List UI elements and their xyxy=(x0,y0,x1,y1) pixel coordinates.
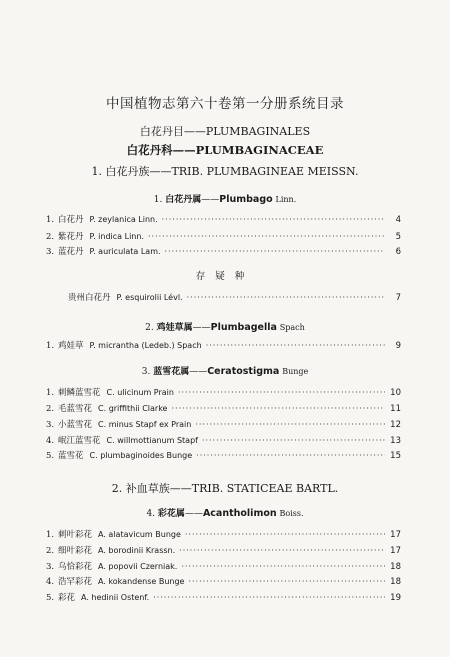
tribe-heading-1: 1. 白花丹族——TRIB. PLUMBAGINEAE MEISSN. xyxy=(91,165,359,178)
list-item: 1. 鸡娃草 P. micrantha (Ledeb.) Spach ····· 9 xyxy=(46,339,401,353)
list-item: 贵州白花丹 P. esquirolii Lévl. ····· 7 xyxy=(56,291,401,305)
doubtful-species-heading: 存疑种 xyxy=(195,271,255,282)
list-item: 1. 白花丹 P. zeylanica Linn. ····· 4 xyxy=(46,213,401,227)
tribe-heading-2: 2. 补血草族——TRIB. STATICEAE BARTL. xyxy=(111,482,339,495)
genus-heading-plumbago: 1. 白花丹属——Plumbago Linn. xyxy=(153,194,297,205)
list-item: 4. 岷江蓝雪花 C. willmottianum Stapf ····· 13 xyxy=(46,434,401,448)
list-item: 3. 小蓝雪花 C. minus Stapf ex Prain ····· 12 xyxy=(46,418,401,432)
list-item: 1. 刺叶彩花 A. alatavicum Bunge ····· 17 xyxy=(46,528,401,542)
list-item: 1. 刺鳞蓝雪花 C. ulicinum Prain ····· 10 xyxy=(46,386,401,400)
family-heading: 白花丹科——PLUMBAGINACEAE xyxy=(126,143,324,157)
page-title: 中国植物志第六十卷第一分册系统目录 xyxy=(106,96,344,112)
genus-heading-plumbagella: 2. 鸡娃草属——Plumbagella Spach xyxy=(145,322,305,333)
list-item: 5. 蓝雪花 C. plumbaginoides Bunge ····· 15 xyxy=(46,449,401,463)
list-item: 3. 乌恰彩花 A. popovii Czerniak. ····· 18 xyxy=(46,560,401,574)
order-heading: 白花丹目——PLUMBAGINALES xyxy=(139,125,311,138)
genus-heading-acantholimon: 4. 彩花属——Acantholimon Boiss. xyxy=(146,508,304,519)
list-item: 4. 浩罕彩花 A. kokandense Bunge ····· 18 xyxy=(46,575,401,589)
list-item: 5. 彩花 A. hedinii Ostenf. ····· 19 xyxy=(46,591,401,605)
list-item: 2. 毛蓝雪花 C. griffithii Clarke ····· 11 xyxy=(46,402,401,416)
list-item: 2. 紫花丹 P. indica Linn. ····· 5 xyxy=(46,230,401,244)
list-item: 2. 细叶彩花 A. borodinii Krassn. ····· 17 xyxy=(46,544,401,558)
genus-heading-ceratostigma: 3. 蓝雪花属——Ceratostigma Bunge xyxy=(141,366,309,377)
list-item: 3. 蓝花丹 P. auriculata Lam. ····· 6 xyxy=(46,245,401,259)
